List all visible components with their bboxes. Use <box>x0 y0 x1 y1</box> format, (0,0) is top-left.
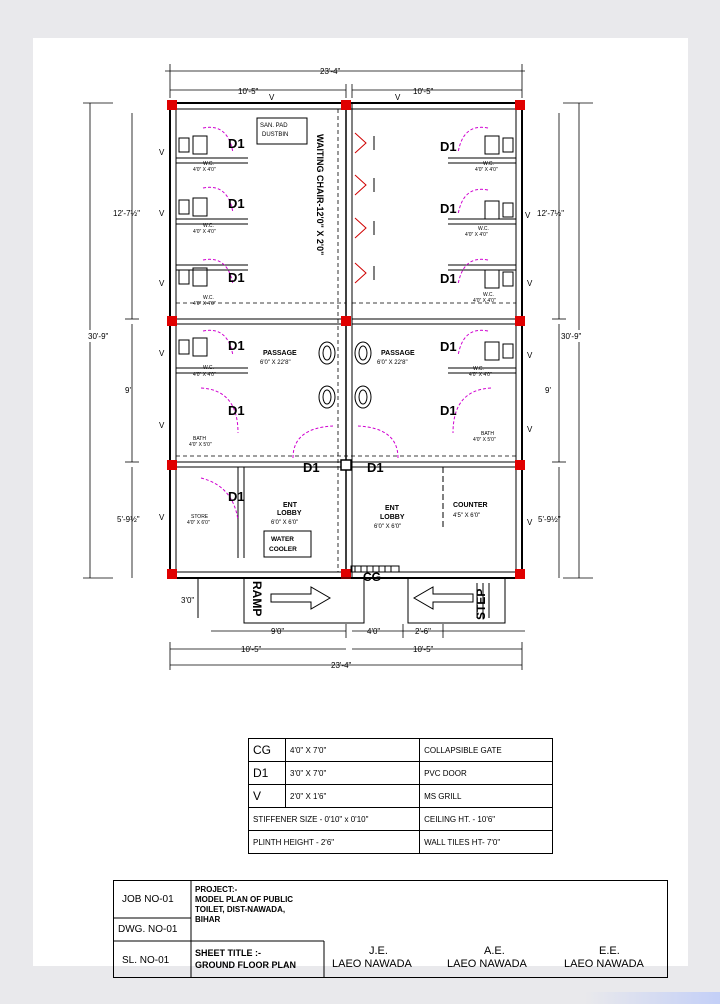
wc-left-1 <box>179 127 245 173</box>
svg-text:D1: D1 <box>440 271 457 286</box>
passage-left-label: PASSAGE <box>263 350 297 357</box>
ae-title: A.E. <box>484 945 505 957</box>
water-cooler-1: WATER <box>271 536 294 543</box>
counter-label: COUNTER <box>453 502 488 509</box>
bath-left <box>189 388 245 448</box>
ee-office: LAEO NAWADA <box>564 958 644 970</box>
svg-text:D1: D1 <box>228 196 245 211</box>
legend-row: V 2'0" X 1'6" MS GRILL <box>249 785 553 808</box>
ent-lobby-right-2: LOBBY <box>380 514 405 521</box>
svg-text:D1: D1 <box>228 270 245 285</box>
ent-lobby-left-1: ENT <box>283 502 297 509</box>
svg-text:W.C.: W.C. <box>478 226 489 232</box>
svg-text:V: V <box>269 93 275 102</box>
svg-text:V: V <box>159 209 165 218</box>
ceiling-note: CEILING HT. - 10'6" <box>420 808 553 831</box>
ent-lobby-left-2: LOBBY <box>277 510 302 517</box>
svg-text:D1: D1 <box>367 460 384 475</box>
wash-basins <box>319 342 371 408</box>
wc-right-2 <box>440 189 513 238</box>
svg-text:BATH: BATH <box>193 436 206 442</box>
svg-text:V: V <box>159 349 165 358</box>
svg-text:W.C.: W.C. <box>203 223 214 229</box>
svg-text:V: V <box>159 279 165 288</box>
svg-text:V: V <box>159 421 165 430</box>
svg-text:10'-5": 10'-5" <box>413 645 434 654</box>
svg-text:BATH: BATH <box>481 431 494 437</box>
job-no: JOB NO-01 <box>122 894 174 905</box>
plinth-note: PLINTH HEIGHT - 2'6" <box>249 831 420 854</box>
svg-text:2'-6": 2'-6" <box>415 627 431 636</box>
cg-label: CG <box>363 570 381 584</box>
svg-text:4'0" X 4'0": 4'0" X 4'0" <box>193 229 216 235</box>
wc-left-4 <box>179 330 245 378</box>
svg-text:4'0": 4'0" <box>367 627 381 636</box>
svg-text:5'-9½": 5'-9½" <box>117 515 140 524</box>
svg-text:D1: D1 <box>440 139 457 154</box>
svg-text:4'0" X 4'0": 4'0" X 4'0" <box>469 372 492 378</box>
sl-no: SL. NO-01 <box>122 955 170 966</box>
svg-text:D1: D1 <box>440 339 457 354</box>
svg-text:D1: D1 <box>440 403 457 418</box>
sheet-title: GROUND FLOOR PLAN <box>195 960 296 970</box>
svg-text:9': 9' <box>545 386 551 395</box>
svg-text:30'-9": 30'-9" <box>88 332 109 341</box>
svg-text:23'-4": 23'-4" <box>320 67 341 76</box>
svg-text:4'0" X 4'0": 4'0" X 4'0" <box>465 232 488 238</box>
counter-size: 4'5" X 6'0" <box>453 513 481 519</box>
svg-text:4'0" X 5'0": 4'0" X 5'0" <box>473 437 496 443</box>
svg-text:9': 9' <box>125 386 131 395</box>
waiting-chair-label: WAITING CHAIR-12'0" X 2'0" <box>315 134 325 256</box>
bath-right <box>440 388 496 443</box>
ent-lobby-right-1: ENT <box>385 505 399 512</box>
svg-text:W.C.: W.C. <box>203 365 214 371</box>
svg-text:D1: D1 <box>228 338 245 353</box>
svg-text:V: V <box>527 518 533 527</box>
svg-text:W.C.: W.C. <box>203 161 214 167</box>
svg-text:30'-9": 30'-9" <box>561 332 582 341</box>
svg-text:10'-5": 10'-5" <box>413 87 434 96</box>
svg-text:D1: D1 <box>228 489 245 504</box>
legend-row: CG 4'0" X 7'0" COLLAPSIBLE GATE <box>249 739 553 762</box>
store-size: 4'0" X 6'0" <box>187 520 210 526</box>
svg-text:D1: D1 <box>440 201 457 216</box>
wall-tiles-note: WALL TILES HT- 7'0" <box>420 831 553 854</box>
step-label: STEP <box>474 588 488 620</box>
svg-text:V: V <box>159 513 165 522</box>
ent-lobby-left-size: 6'0" X 6'0" <box>271 520 299 526</box>
project-line: TOILET, DIST-NAWADA, <box>195 905 286 914</box>
ee-title: E.E. <box>599 945 620 957</box>
svg-text:10'-5": 10'-5" <box>238 87 259 96</box>
svg-text:4'0" X 4'0": 4'0" X 4'0" <box>475 167 498 173</box>
wc-right-1 <box>440 127 513 173</box>
svg-text:V: V <box>395 93 401 102</box>
svg-text:D1: D1 <box>303 460 320 475</box>
ent-lobby-right-size: 6'0" X 6'0" <box>374 524 402 530</box>
je-title: J.E. <box>369 945 388 957</box>
svg-text:4'0" X 4'0": 4'0" X 4'0" <box>193 372 216 378</box>
svg-text:9'0": 9'0" <box>271 627 285 636</box>
store-label: STORE <box>191 514 209 520</box>
project-line: BIHAR <box>195 915 221 924</box>
drawing-sheet <box>33 38 688 970</box>
legend-row: D1 3'0" X 7'0" PVC DOOR <box>249 762 553 785</box>
je-office: LAEO NAWADA <box>332 958 412 970</box>
svg-text:4'0" X 4'0": 4'0" X 4'0" <box>193 301 216 307</box>
title-block <box>113 880 668 978</box>
san-pad-line2: DUSTBIN <box>262 132 289 138</box>
svg-text:23'-4": 23'-4" <box>331 661 352 670</box>
svg-text:V: V <box>159 148 165 157</box>
step-arrow-icon <box>414 587 473 609</box>
svg-text:V: V <box>527 425 533 434</box>
wc-left-3 <box>179 259 245 307</box>
svg-text:4'0" X 4'0": 4'0" X 4'0" <box>193 167 216 173</box>
svg-text:5'-9½": 5'-9½" <box>538 515 561 524</box>
project-line: MODEL PLAN OF PUBLIC <box>195 895 294 904</box>
floor-plan <box>33 38 688 738</box>
ramp-arrow-icon <box>271 587 330 609</box>
san-pad-box <box>257 118 307 144</box>
stiffener-note: STIFFENER SIZE - 0'10" x 0'10" <box>249 808 420 831</box>
bottom-fade <box>585 992 720 1004</box>
ae-office: LAEO NAWADA <box>447 958 527 970</box>
svg-text:V: V <box>525 211 531 220</box>
svg-text:W.C.: W.C. <box>473 366 484 372</box>
svg-text:V: V <box>527 279 533 288</box>
svg-text:W.C.: W.C. <box>203 295 214 301</box>
wc-right-3 <box>440 259 513 304</box>
water-cooler-2: COOLER <box>269 546 297 553</box>
offset-dim: 3'0" <box>181 596 195 605</box>
door-tag: D1 <box>228 136 245 151</box>
svg-text:V: V <box>527 351 533 360</box>
svg-text:W.C.: W.C. <box>483 161 494 167</box>
svg-text:12'-7½": 12'-7½" <box>537 209 565 218</box>
urinals <box>355 133 374 283</box>
svg-text:4'0" X 4'0": 4'0" X 4'0" <box>473 298 496 304</box>
svg-text:12'-7½": 12'-7½" <box>113 209 141 218</box>
ramp-label: RAMP <box>250 581 264 617</box>
wc-left-2 <box>179 187 245 235</box>
entrance-doors <box>201 426 398 520</box>
passage-right-size: 6'0" X 22'8" <box>377 360 408 366</box>
san-pad-line1: SAN. PAD <box>260 123 288 129</box>
svg-text:4'0" X 5'0": 4'0" X 5'0" <box>189 442 212 448</box>
passage-right-label: PASSAGE <box>381 350 415 357</box>
passage-left-size: 6'0" X 22'8" <box>260 360 291 366</box>
dwg-no: DWG. NO-01 <box>118 924 178 935</box>
sheet-heading: SHEET TITLE :- <box>195 948 261 958</box>
svg-text:10'-5": 10'-5" <box>241 645 262 654</box>
svg-text:D1: D1 <box>228 403 245 418</box>
svg-text:W.C.: W.C. <box>483 292 494 298</box>
project-heading: PROJECT:- <box>195 885 238 894</box>
wc-right-4 <box>440 330 513 378</box>
legend-table <box>248 738 553 856</box>
water-cooler-box <box>264 531 311 557</box>
